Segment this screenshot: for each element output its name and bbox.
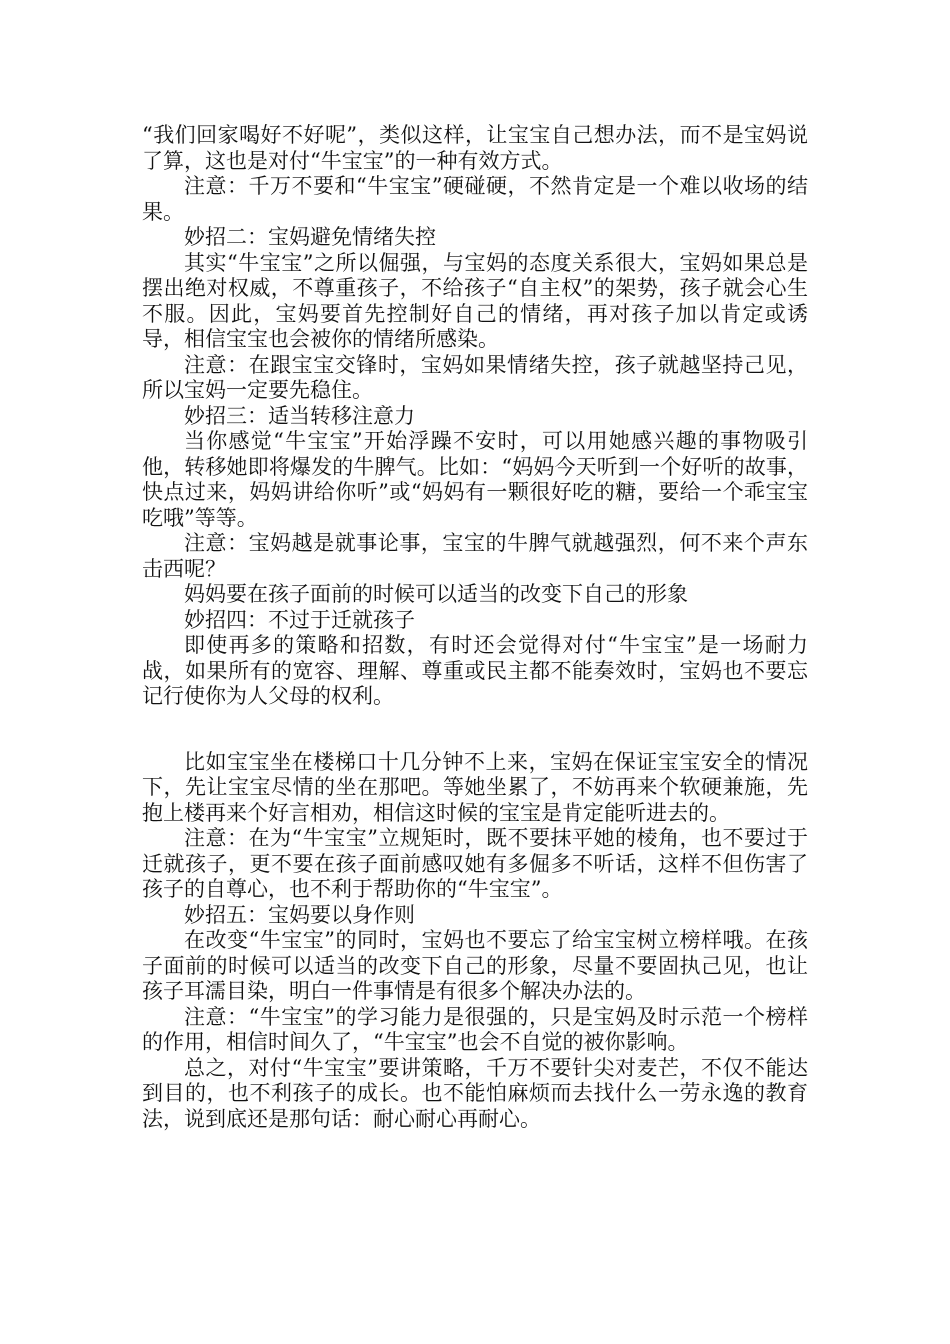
paragraph: 即使再多的策略和招数，有时还会觉得对付“牛宝宝”是一场耐力战，如果所有的宽容、理解、尊重或民主都不能奏效时，宝妈也不要忘记行使你为人父母的权利。 <box>142 633 808 708</box>
paragraph: 在改变“牛宝宝”的同时，宝妈也不要忘了给宝宝树立榜样哦。在孩子面前的时候可以适当的改变下自己的形象，尽量不要固执己见，也让孩子耳濡目染，明白一件事情是有很多个解决办法的。 <box>142 928 808 1003</box>
paragraph: 注意：“牛宝宝”的学习能力是很强的，只是宝妈及时示范一个榜样的作用，相信时间久了，“牛宝宝”也会不自觉的被你影响。 <box>142 1004 808 1054</box>
paragraph: 注意：千万不要和“牛宝宝”硬碰硬，不然肯定是一个难以收场的结果。 <box>142 174 808 224</box>
section-heading: 妙招四：不过于迁就孩子 <box>184 607 415 632</box>
paragraph: 注意：在为“牛宝宝”立规矩时，既不要抹平她的棱角，也不要过于迁就孩子，更不要在孩子面前感叹她有多倔多不听话，这样不但伤害了孩子的自尊心，也不利于帮助你的“牛宝宝”。 <box>142 826 808 901</box>
paragraph: 注意：宝妈越是就事论事，宝宝的牛脾气就越强烈，何不来个声东击西呢？ <box>142 531 808 581</box>
section-heading: 妙招三：适当转移注意力 <box>184 403 415 428</box>
paragraph: 比如宝宝坐在楼梯口十几分钟不上来，宝妈在保证宝宝安全的情况下，先让宝宝尽情的坐在那吧。等她坐累了，不妨再来个软硬兼施，先抱上楼再来个好言相劝，相信这时候的宝宝是肯定能听进去的。 <box>142 749 808 825</box>
paragraph: 注意：在跟宝宝交锋时，宝妈如果情绪失控，孩子就越坚持己见，所以宝妈一定要先稳住。 <box>142 352 808 402</box>
section-heading: 妙招二：宝妈避免情绪失控 <box>184 225 436 249</box>
section-heading: 妙招五：宝妈要以身作则 <box>184 902 415 927</box>
paragraph: “我们回家喝好不好呢”，类似这样，让宝宝自己想办法，而不是宝妈说了算，这也是对付“牛宝宝”的一种有效方式。 <box>142 123 808 173</box>
document-body <box>142 123 808 1132</box>
paragraph: 其实“牛宝宝”之所以倔强，与宝妈的态度关系很大，宝妈如果总是摆出绝对权威，不尊重孩子，不给孩子“自主权”的架势，孩子就会心生不服。因此，宝妈要首先控制好自己的情绪，再对孩子加以肯定或诱导，相信宝宝也会被你的情绪所感染。 <box>142 250 808 351</box>
paragraph: 总之，对付“牛宝宝”要讲策略，千万不要针尖对麦芒，不仅不能达到目的，也不利孩子的成长。也不能怕麻烦而去找什么一劳永逸的教育法，说到底还是那句话：耐心耐心再耐心。 <box>142 1055 808 1131</box>
blank-line <box>142 710 808 750</box>
paragraph: 妈妈要在孩子面前的时候可以适当的改变下自己的形象 <box>184 582 688 606</box>
paragraph: 当你感觉“牛宝宝”开始浮躁不安时，可以用她感兴趣的事物吸引他，转移她即将爆发的牛脾气。比如：“妈妈今天听到一个好听的故事，快点过来，妈妈讲给你听”或“妈妈有一颗很好吃的糖，要给一个乖宝宝吃哦”等等。 <box>142 429 808 530</box>
